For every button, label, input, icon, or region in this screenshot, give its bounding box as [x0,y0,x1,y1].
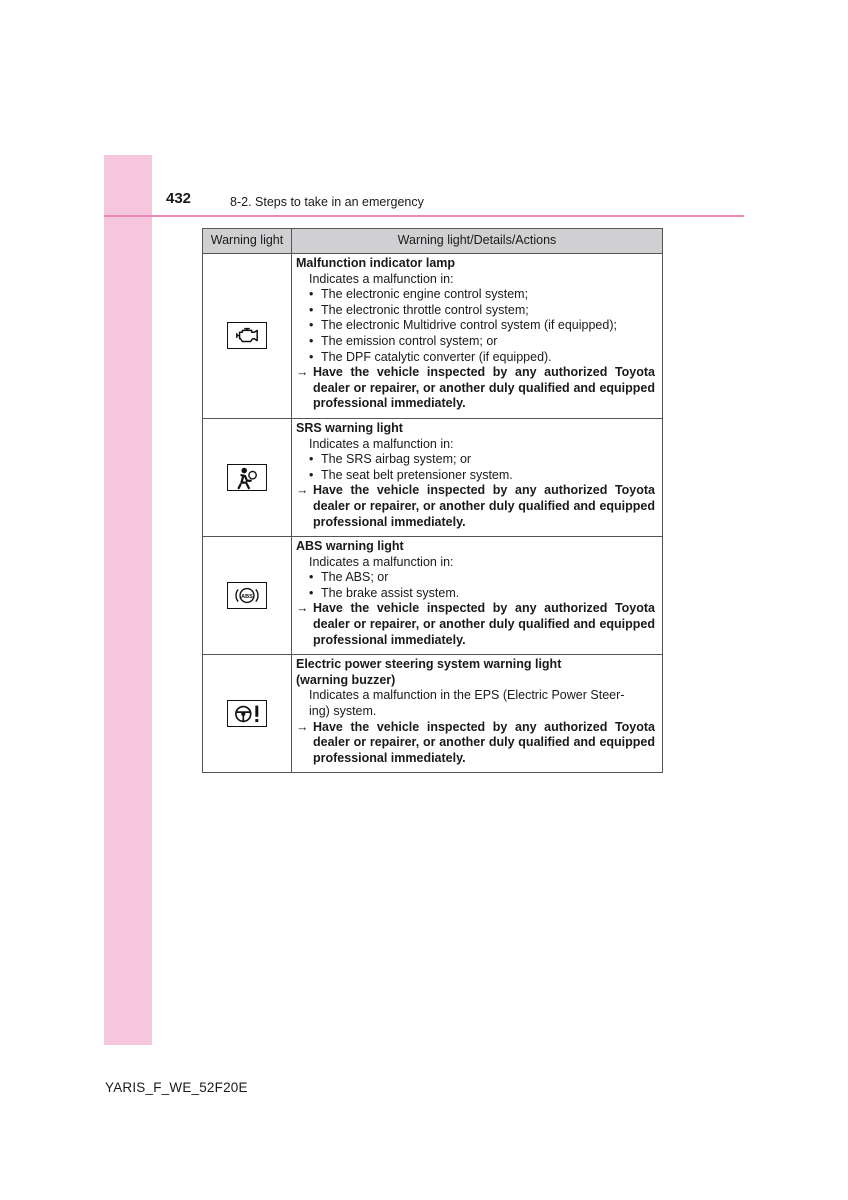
row-intro: Indicates a malfunction in: [309,554,454,569]
arrow-icon: → [296,483,309,498]
warning-light-table [202,228,663,773]
row-intro: Indicates a malfunction in: [309,436,454,451]
table-row [203,254,663,419]
action-text [296,483,655,530]
details-cell [292,655,663,773]
document-code: YARIS_F_WE_52F20E [105,1080,248,1095]
list-item: • The SRS airbag system; or [296,452,655,468]
action-label: Have the vehicle inspected by any authorized Toyota dealer or repairer, or another duly qualified and equipped professional immediately. [313,483,655,529]
arrow-icon: → [296,719,309,734]
abs-icon-text: ABS [241,593,253,600]
list-item: • The electronic engine control system; [296,287,655,303]
airbag-srs-icon [227,464,267,491]
action-label: Have the vehicle inspected by any authorized Toyota dealer or repairer, or another duly qualified and equipped professional immediately. [313,365,655,411]
row-title: Malfunction indicator lamp [296,256,456,270]
action-text [296,365,655,412]
row-intro: Indicates a malfunction in the EPS (Electric Power Steer- [309,688,625,703]
list-item: • The emission control system; or [296,334,655,350]
list-item: • The seat belt pretensioner system. [296,468,655,484]
table-row [203,655,663,773]
chapter-sidebar-tab [104,155,152,1045]
header-divider [104,215,744,217]
list-item: • The ABS; or [296,570,655,586]
arrow-icon: → [296,365,309,380]
action-label: Have the vehicle inspected by any authorized Toyota dealer or repairer, or another duly qualified and equipped professional immediately. [313,719,655,765]
section-title: 8-2. Steps to take in an emergency [230,195,424,209]
table-row [203,418,663,536]
power-steering-warning-icon [227,700,267,727]
row-title-continued: (warning buzzer) [296,672,396,687]
arrow-icon: → [296,601,309,616]
action-text [296,601,655,648]
list-item: • The DPF catalytic converter (if equipped). [296,350,655,366]
icon-cell [203,537,292,655]
engine-check-icon [227,322,267,349]
action-label: Have the vehicle inspected by any authorized Toyota dealer or repairer, or another duly qualified and equipped professional immediately. [313,601,655,647]
list-item: • The electronic throttle control system; [296,303,655,319]
row-title: ABS warning light [296,539,404,554]
row-intro-continued: ing) system. [309,704,377,719]
table-header-row [203,229,663,254]
list-item: • The electronic Multidrive control system (if equipped); [296,318,655,334]
column-header-details: Warning light/Details/Actions [292,229,663,254]
page-number: 432 [166,190,192,207]
row-title: SRS warning light [296,420,403,435]
table-row [203,537,663,655]
icon-cell [203,254,292,419]
column-header-warning-light: Warning light [203,229,292,254]
action-text [296,720,655,767]
details-cell [292,254,663,419]
icon-cell [203,655,292,773]
row-title: Electric power steering system warning light [296,657,562,672]
details-cell [292,537,663,655]
icon-cell [203,418,292,536]
abs-icon [227,582,267,609]
row-intro: Indicates a malfunction in: [309,271,454,286]
list-item: • The brake assist system. [296,586,655,602]
details-cell [292,418,663,536]
